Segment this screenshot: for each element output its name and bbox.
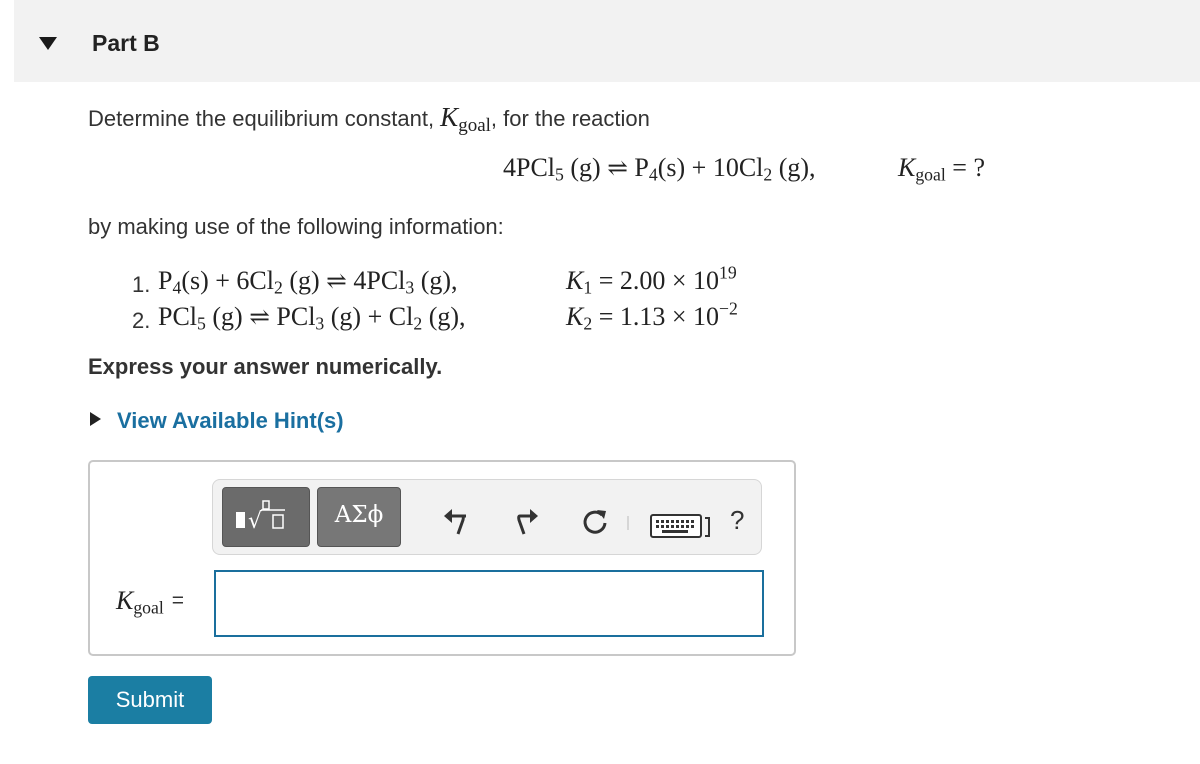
info-intro: by making use of the following information: bbox=[88, 214, 504, 239]
p2-subscript: 2 bbox=[413, 313, 423, 334]
plus-sign: + bbox=[367, 302, 383, 331]
reset-icon[interactable] bbox=[580, 507, 610, 537]
answer-input[interactable] bbox=[214, 570, 764, 637]
answer-instruction: Express your answer numerically. bbox=[88, 354, 443, 379]
r2-formula: 6Cl bbox=[236, 266, 274, 295]
plus-sign: + bbox=[215, 266, 230, 295]
help-icon[interactable]: ? bbox=[730, 505, 745, 535]
equilibrium-arrow-icon: ⇌ bbox=[607, 155, 628, 182]
p1-formula: PCl bbox=[276, 302, 316, 331]
greek-icon: ΑΣϕ bbox=[334, 502, 384, 528]
k1-subscript: 1 bbox=[583, 277, 593, 298]
undo-icon[interactable] bbox=[440, 506, 470, 536]
goal-reaction bbox=[503, 153, 816, 183]
question-intro bbox=[88, 102, 650, 136]
p1-formula: 4PCl bbox=[353, 266, 406, 295]
k2-symbol: K bbox=[566, 302, 584, 331]
r2-subscript: 2 bbox=[274, 277, 283, 298]
greek-symbols-button[interactable] bbox=[317, 487, 401, 547]
goal-k-subscript: goal bbox=[915, 164, 946, 185]
p2-formula: Cl bbox=[388, 302, 414, 331]
intro-text-before: Determine the equilibrium constant, bbox=[88, 106, 441, 131]
k2-exponent: −2 bbox=[719, 298, 738, 319]
submit-button[interactable]: Submit bbox=[88, 676, 212, 724]
templates-icon bbox=[223, 488, 311, 548]
divider-icon bbox=[624, 514, 632, 532]
equilibrium-arrow-icon: ⇌ bbox=[326, 268, 347, 295]
reactant-formula: PCl bbox=[516, 153, 556, 182]
answer-label bbox=[116, 586, 184, 616]
part-title: Part B bbox=[92, 30, 160, 56]
answer-equals: = bbox=[171, 589, 185, 612]
product1-state: (s) bbox=[657, 153, 686, 182]
equilibrium-arrow-icon: ⇌ bbox=[249, 304, 270, 331]
reaction-number: 1. bbox=[132, 272, 151, 297]
p1-state: (g) bbox=[330, 302, 362, 331]
r1-subscript: 4 bbox=[172, 277, 182, 298]
k2-subscript: 2 bbox=[583, 313, 593, 334]
r1-state: (g) bbox=[212, 302, 243, 331]
keyboard-icon[interactable] bbox=[650, 512, 712, 540]
expand-triangle-icon[interactable] bbox=[90, 412, 101, 426]
k-goal-symbol: K bbox=[440, 102, 459, 132]
collapse-triangle-icon[interactable] bbox=[39, 37, 57, 50]
part-header[interactable] bbox=[14, 0, 1200, 82]
r1-formula: P bbox=[158, 266, 173, 295]
k1-exponent: 19 bbox=[719, 262, 737, 283]
reaction-1-k bbox=[566, 262, 737, 298]
p1-state: (g), bbox=[420, 266, 458, 295]
reactant-subscript: 5 bbox=[555, 164, 564, 185]
plus-sign: + bbox=[691, 153, 707, 182]
reaction-number: 2. bbox=[132, 308, 151, 333]
p2-state: (g), bbox=[428, 302, 466, 331]
product1-subscript: 4 bbox=[648, 164, 658, 185]
intro-text-after: , for the reaction bbox=[490, 106, 650, 131]
answer-k-symbol: K bbox=[116, 586, 134, 615]
k2-value: = 1.13 × 10 bbox=[598, 302, 720, 331]
product2-coefficient: 10 bbox=[712, 153, 739, 182]
product2-formula: Cl bbox=[738, 153, 764, 182]
templates-button[interactable] bbox=[222, 487, 310, 547]
k1-symbol: K bbox=[566, 266, 584, 295]
r1-subscript: 5 bbox=[197, 313, 206, 334]
redo-icon[interactable] bbox=[512, 506, 542, 536]
k1-value: = 2.00 × 10 bbox=[598, 266, 720, 295]
answer-k-subscript: goal bbox=[133, 597, 164, 618]
k-goal-subscript: goal bbox=[458, 114, 491, 136]
reactant-coefficient: 4 bbox=[503, 153, 516, 182]
r2-state: (g) bbox=[289, 266, 320, 295]
reaction-2-k bbox=[566, 298, 738, 334]
reaction-2-equation bbox=[158, 302, 466, 332]
product2-state: (g), bbox=[778, 153, 816, 182]
p1-subscript: 3 bbox=[315, 313, 325, 334]
goal-k-expression bbox=[898, 153, 985, 183]
goal-k-equals: = ? bbox=[952, 153, 985, 182]
r1-formula: PCl bbox=[158, 302, 198, 331]
product1-formula: P bbox=[634, 153, 649, 182]
goal-k-symbol: K bbox=[898, 153, 916, 182]
product2-subscript: 2 bbox=[763, 164, 773, 185]
view-hints-link[interactable]: View Available Hint(s) bbox=[117, 408, 344, 433]
svg-text:√: √ bbox=[248, 509, 263, 534]
r1-state: (s) bbox=[181, 266, 209, 295]
reaction-1-equation bbox=[158, 266, 458, 296]
p1-subscript: 3 bbox=[405, 277, 415, 298]
reactant-state: (g) bbox=[570, 153, 601, 182]
